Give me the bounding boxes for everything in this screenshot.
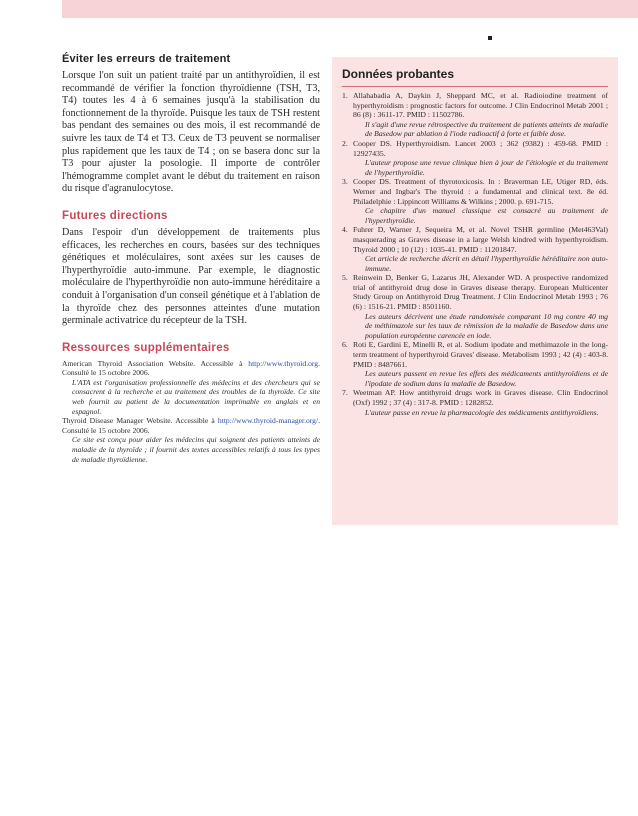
reference-list [342, 91, 608, 417]
evidence-box [332, 57, 618, 525]
reference-item: 4. Fuhrer D, Warner J, Sequeira M, et al. Novel TSHR germline (Met463Val) masquerading as Graves disease in a large Welsh kindred with hyperthyroidism. Thyroid 2000 ; 10 (12) : 1035-41. PMID : 11201847. Cet article de recherche décrit en détail l'hyperthyroïdie héréditaire non auto-immune. [342, 225, 608, 273]
resource-item: American Thyroid Association Website. Accessible à http://www.thyroid.org. Consulté le 15 octobre 2006. [62, 358, 320, 378]
paragraph-avoid-errors: Lorsque l'on suit un patient traité par un antithyroïdien, il est recommandé de vérifier la fonction thyroïdienne (TSH, T3, T4) toutes les 4 à 6 semaines jusqu'à la stabilisation du fonctionnement de la thyroïde. Puisque les taux de TSH restent bas pendant des semaines ou des mois, il est recommandé de suivre les taux de T4 et T3. Ceux de T3 peuvent se normaliser plus rapidement que les taux de T4 ; on se basera donc sur la T3 pour ajuster la posologie. Il importe de contrôler l'hémogramme complet avant le début du traitement en raison du risque d'agranulocytose. [62, 70, 320, 195]
page-marker [488, 36, 492, 40]
evidence-heading: Données probantes [342, 67, 455, 81]
resource-note: Ce site est conçu pour aider les médecins qui soignent des patients atteints de maladie de la thyroïde ; il fournit des textes accessibles relatifs à tous les types de maladie thyroïdienne. [72, 435, 320, 464]
reference-item: 3. Cooper DS. Treatment of thyrotoxicosis. In : Braverman LE, Utiger RD, éds. Werner and Ingbar's The thyroid : a fundamental and clinical text. 8e éd. Philadelphie : Lippincott Williams & Wilkins ; 2000. p. 691-715. Ce chapitre d'un manuel classique est consacré au traitement de l'hyperthyroïdie. [342, 177, 608, 225]
resource-link[interactable]: http://www.thyroid.org [248, 358, 319, 368]
resources-list [62, 359, 320, 465]
section-heading-avoid-errors: Éviter les erreurs de traitement [62, 53, 231, 65]
left-column [62, 53, 320, 464]
reference-item: 2. Cooper DS. Hyperthyroidism. Lancet 2003 ; 362 (9382) : 459-68. PMID : 12927435. L'auteur propose une revue clinique bien à jour de l'étiologie et du traitement de l'hyperthyroïdie. [342, 138, 608, 177]
reference-item: 5. Reinwein D, Benker G, Lazarus JH, Alexander WD. A prospective randomized trial of antithyroid drug dose in Graves disease therapy. European Multicenter Study Group on Antithyroid Drug Treatment. J Clin Endocrinol Metab 1993 ; 76 (6) : 1516-21. PMID : 8501160. Les auteurs décrivent une étude randomisée comparant 10 mg contre 40 mg de méthimazole sur les taux de rémission de la maladie de Basedow dans une population européenne carencée en iode. [342, 273, 608, 340]
resource-item: Thyroid Disease Manager Website. Accessible à http://www.thyroid-manager.org/. Consulté le 15 octobre 2006. [62, 416, 320, 435]
reference-item: 7. Weetman AP. How antithyroid drugs work in Graves disease. Clin Endocrinol (Oxf) 1992 ; 37 (4) : 317-8. PMID : 1282852. L'auteur passe en revue la pharmacologie des médicaments antithyroïdiens. [342, 388, 608, 417]
resource-note: L'ATA est l'organisation professionnelle des médecins et des chercheurs qui se consacrent à la recherche et au traitement des troubles de la thyroïde. Ce site web fournit au patient de la documentation imprimable en anglais et en espagnol. [72, 377, 320, 416]
header-band [62, 0, 638, 18]
reference-item: 6. Roti E, Gardini E, Minelli R, et al. Sodium ipodate and methimazole in the long-term treatment of hyperthyroid Graves' disease. Metabolism 1993 ; 42 (4) : 403-8. PMID : 8487661. Les auteurs passent en revue les effets des médicaments antithyroïdiens et de l'ipodate de sodium dans la maladie de Basedow. [342, 340, 608, 388]
section-heading-future: Futures directions [62, 209, 168, 222]
divider [342, 86, 608, 87]
resource-link[interactable]: http://www.thyroid-manager.org/ [217, 416, 319, 426]
paragraph-future: Dans l'espoir d'un développement de traitements plus efficaces, les recherches en cours, basées sur des techniques génétiques et moléculaires, sont axées sur les causes de l'hyperthyroïdie auto-immune. Par exemple, le diagnostic moléculaire de l'hyperthyroïdie non auto-immune héréditaire a conduit à l'organisation d'un conseil génétique et à l'ablation de la thyroïde chez des personnes atteintes d'une mutation germinale activatrice du récepteur de la TSH. [62, 226, 320, 327]
reference-item: 1. Allahabadia A, Daykin J, Sheppard MC, et al. Radioiodine treatment of hyperthyroidism : prognostic factors for outcome. J Clin Endocrinol Metab 2001 ; 86 (8) : 3611-17. PMID : 11502786. Il s'agit d'une revue rétrospective du traitement de patients atteints de maladie de Basedow par ablation à l'iode radioactif à forte et faible dose. [342, 91, 608, 139]
section-heading-resources: Ressources supplémentaires [62, 341, 230, 354]
